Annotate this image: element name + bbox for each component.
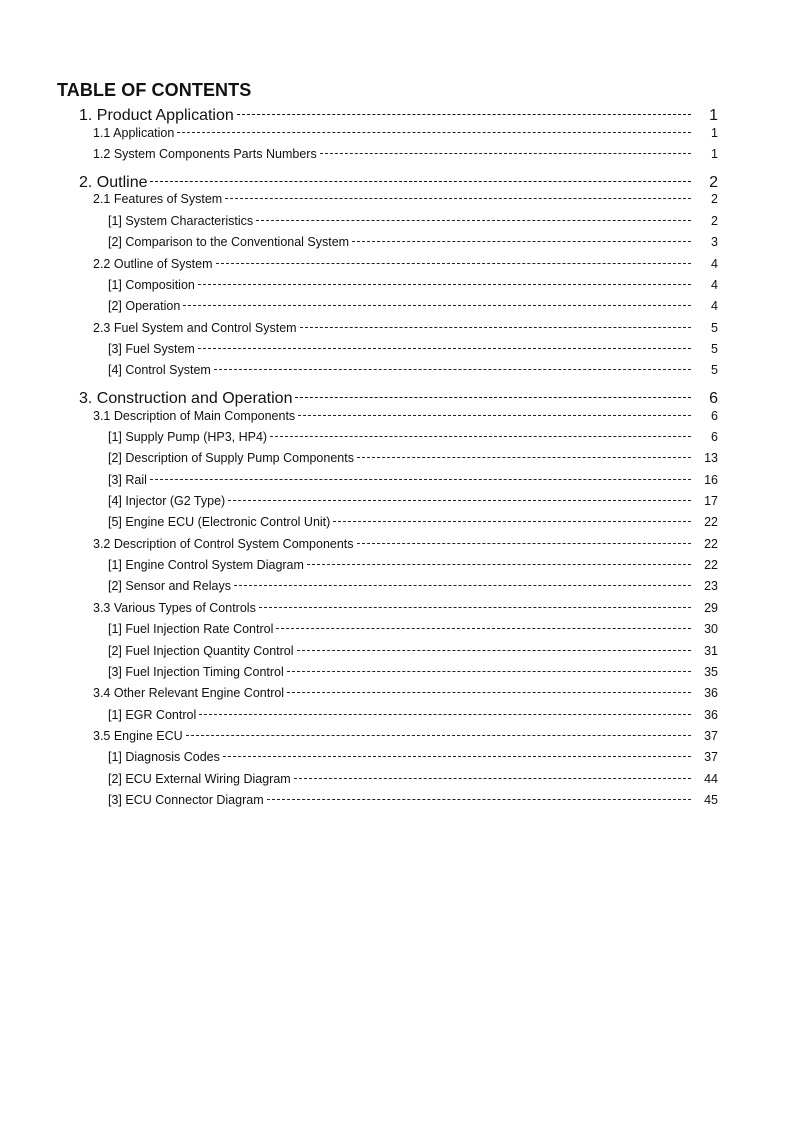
- toc-entry-page-number: 13: [704, 451, 718, 466]
- toc-leader-dashes: [352, 241, 691, 242]
- toc-entry-label: 2.2 Outline of System: [93, 256, 213, 271]
- toc-entry-page-number: 6: [711, 430, 718, 444]
- toc-entry-page-number: 37: [704, 750, 718, 765]
- toc-leader-dashes: [198, 348, 691, 349]
- toc-entry-page-number: 22: [704, 558, 718, 573]
- toc-entry-page-number: 44: [704, 771, 718, 786]
- toc-subsection-entry[interactable]: [108, 361, 718, 379]
- toc-entry-label: [1] Engine Control System Diagram: [108, 558, 304, 573]
- toc-leader-dashes: [150, 181, 691, 182]
- toc-entry-page-number: 1: [711, 125, 718, 140]
- toc-section-entry[interactable]: [93, 727, 718, 745]
- toc-leader-dashes: [214, 369, 691, 370]
- toc-leader-dashes: [298, 415, 691, 416]
- toc-leader-dashes: [270, 436, 691, 437]
- toc-entry-page-number: 22: [704, 536, 718, 551]
- toc-entry-page-number: 5: [711, 320, 718, 335]
- toc-entry-label: [2] Operation: [108, 299, 181, 314]
- toc-entry-label: [2] Comparison to the Conventional System: [108, 235, 350, 250]
- toc-entry-label: 1.2 System Components Parts Numbers: [93, 147, 317, 162]
- toc-subsection-entry[interactable]: [108, 620, 718, 638]
- toc-subsection-entry[interactable]: [108, 770, 718, 788]
- toc-entry-page-number: 36: [704, 686, 718, 701]
- toc-entry-page-number: 5: [711, 341, 718, 356]
- toc-leader-dashes: [295, 397, 691, 398]
- toc-entry-label: [1] Diagnosis Codes: [108, 750, 220, 765]
- toc-entry-label: [3] Fuel Injection Timing Control: [108, 664, 284, 679]
- toc-entry-label: [1] System Characteristics: [108, 213, 254, 228]
- toc-entry-label: [2] Description of Supply Pump Components: [108, 451, 354, 466]
- toc-entry-page-number: 6: [711, 408, 718, 423]
- toc-section-entry[interactable]: [93, 535, 718, 553]
- toc-entry-page-number: 4: [711, 277, 718, 292]
- toc-leader-dashes: [297, 650, 691, 651]
- toc-section-entry[interactable]: [93, 599, 718, 617]
- toc-entry-page-number: 17: [704, 494, 718, 509]
- toc-entry-label: [1] Supply Pump (HP3, HP4): [108, 430, 268, 444]
- toc-leader-dashes: [357, 543, 691, 544]
- toc-subsection-entry[interactable]: [108, 340, 718, 358]
- toc-entry-page-number: 23: [704, 579, 718, 594]
- toc-entry-page-number: 36: [704, 707, 718, 722]
- toc-leader-dashes: [228, 500, 691, 501]
- toc-subsection-entry[interactable]: [108, 212, 718, 230]
- toc-entry-page-number: 2: [709, 173, 718, 191]
- toc-subsection-entry[interactable]: [108, 642, 718, 660]
- toc-subsection-entry[interactable]: [108, 748, 718, 766]
- toc-subsection-entry[interactable]: [108, 276, 718, 294]
- toc-entry-page-number: 2: [711, 213, 718, 228]
- toc-entry-label: 3. Construction and Operation: [79, 389, 293, 407]
- toc-entry-label: 3.2 Description of Control System Components: [93, 536, 354, 551]
- toc-leader-dashes: [287, 671, 691, 672]
- toc-entry-label: [1] Composition: [108, 277, 195, 292]
- toc-entry-label: [1] Fuel Injection Rate Control: [108, 622, 274, 637]
- toc-entry-page-number: 6: [709, 389, 718, 407]
- toc-section-entry[interactable]: [93, 407, 718, 425]
- toc-leader-dashes: [183, 305, 691, 306]
- toc-entry-label: [5] Engine ECU (Electronic Control Unit): [108, 515, 331, 530]
- toc-entry-label: 3.3 Various Types of Controls: [93, 600, 256, 615]
- page-title: TABLE OF CONTENTS: [57, 80, 252, 100]
- toc-entry-label: 2. Outline: [79, 173, 148, 191]
- toc-section-entry[interactable]: [93, 190, 718, 208]
- toc-leader-dashes: [259, 607, 691, 608]
- toc-subsection-entry[interactable]: [108, 556, 718, 574]
- toc-leader-dashes: [256, 220, 691, 221]
- toc-entry-page-number: 5: [711, 363, 718, 378]
- toc-entry-page-number: 1: [711, 147, 718, 162]
- toc-entry-page-number: 37: [704, 728, 718, 743]
- toc-entry-page-number: 31: [704, 643, 718, 658]
- toc-subsection-entry[interactable]: [108, 577, 718, 595]
- toc-leader-dashes: [150, 479, 691, 480]
- toc-leader-dashes: [287, 692, 691, 693]
- toc-section-entry[interactable]: [93, 319, 718, 337]
- toc-leader-dashes: [300, 327, 691, 328]
- toc-entry-page-number: 45: [704, 792, 718, 807]
- toc-entry-page-number: 4: [711, 299, 718, 314]
- toc-subsection-entry[interactable]: [108, 233, 718, 251]
- toc-entry-label: 3.4 Other Relevant Engine Control: [93, 686, 285, 701]
- toc-subsection-entry[interactable]: [108, 449, 718, 467]
- toc-leader-dashes: [267, 799, 691, 800]
- toc-leader-dashes: [276, 628, 691, 629]
- toc-entry-label: [3] Rail: [108, 472, 147, 487]
- toc-leader-dashes: [294, 778, 691, 779]
- toc-entry-label: [2] ECU External Wiring Diagram: [108, 771, 291, 786]
- toc-entry-page-number: 4: [711, 256, 718, 271]
- toc-entry-page-number: 16: [704, 472, 718, 487]
- toc-entry-page-number: 30: [704, 622, 718, 637]
- toc-entry-label: 2.3 Fuel System and Control System: [93, 320, 297, 335]
- toc-leader-dashes: [177, 132, 691, 133]
- toc-entry-page-number: 2: [711, 192, 718, 207]
- toc-section-entry[interactable]: [93, 684, 718, 702]
- toc-entry-label: [1] EGR Control: [108, 707, 197, 722]
- toc-leader-dashes: [333, 521, 691, 522]
- toc-leader-dashes: [223, 756, 691, 757]
- toc-entry-page-number: 1: [709, 107, 718, 124]
- toc-entry-label: 3.5 Engine ECU: [93, 728, 183, 743]
- toc-entry-page-number: 3: [711, 235, 718, 250]
- toc-entry-label: [3] Fuel System: [108, 341, 195, 356]
- toc-subsection-entry[interactable]: [108, 492, 718, 510]
- toc-subsection-entry[interactable]: [108, 791, 718, 809]
- toc-leader-dashes: [320, 153, 691, 154]
- toc-leader-dashes: [216, 263, 691, 264]
- toc-entry-page-number: 22: [704, 515, 718, 530]
- toc-entry-page-number: 35: [704, 664, 718, 679]
- toc-subsection-entry[interactable]: [108, 471, 718, 489]
- toc-section-entry[interactable]: [93, 255, 718, 273]
- toc-leader-dashes: [186, 735, 691, 736]
- toc-entry-label: [2] Sensor and Relays: [108, 579, 231, 594]
- toc-entry-label: [2] Fuel Injection Quantity Control: [108, 643, 294, 658]
- toc-leader-dashes: [199, 714, 691, 715]
- toc-leader-dashes: [225, 198, 691, 199]
- toc-leader-dashes: [234, 585, 691, 586]
- toc-entry-page-number: 29: [704, 600, 718, 615]
- toc-entry-label: 1. Product Application: [79, 107, 234, 124]
- toc-entry-label: [4] Injector (G2 Type): [108, 494, 226, 509]
- toc-leader-dashes: [357, 457, 691, 458]
- toc-subsection-entry[interactable]: [108, 513, 718, 531]
- toc-subsection-entry[interactable]: [108, 297, 718, 315]
- toc-entry-label: [3] ECU Connector Diagram: [108, 792, 264, 807]
- toc-entry-label: 1.1 Application: [93, 125, 175, 140]
- toc-section-entry[interactable]: [93, 124, 718, 142]
- toc-subsection-entry[interactable]: [108, 428, 718, 446]
- toc-leader-dashes: [307, 564, 691, 565]
- toc-leader-dashes: [237, 114, 691, 115]
- toc-subsection-entry[interactable]: [108, 706, 718, 724]
- toc-entry-label: 3.1 Description of Main Components: [93, 408, 296, 423]
- toc-entry-label: 2.1 Features of System: [93, 192, 223, 207]
- toc-section-entry[interactable]: [93, 145, 718, 163]
- toc-leader-dashes: [198, 284, 691, 285]
- toc-entry-label: [4] Control System: [108, 363, 211, 378]
- toc-subsection-entry[interactable]: [108, 663, 718, 681]
